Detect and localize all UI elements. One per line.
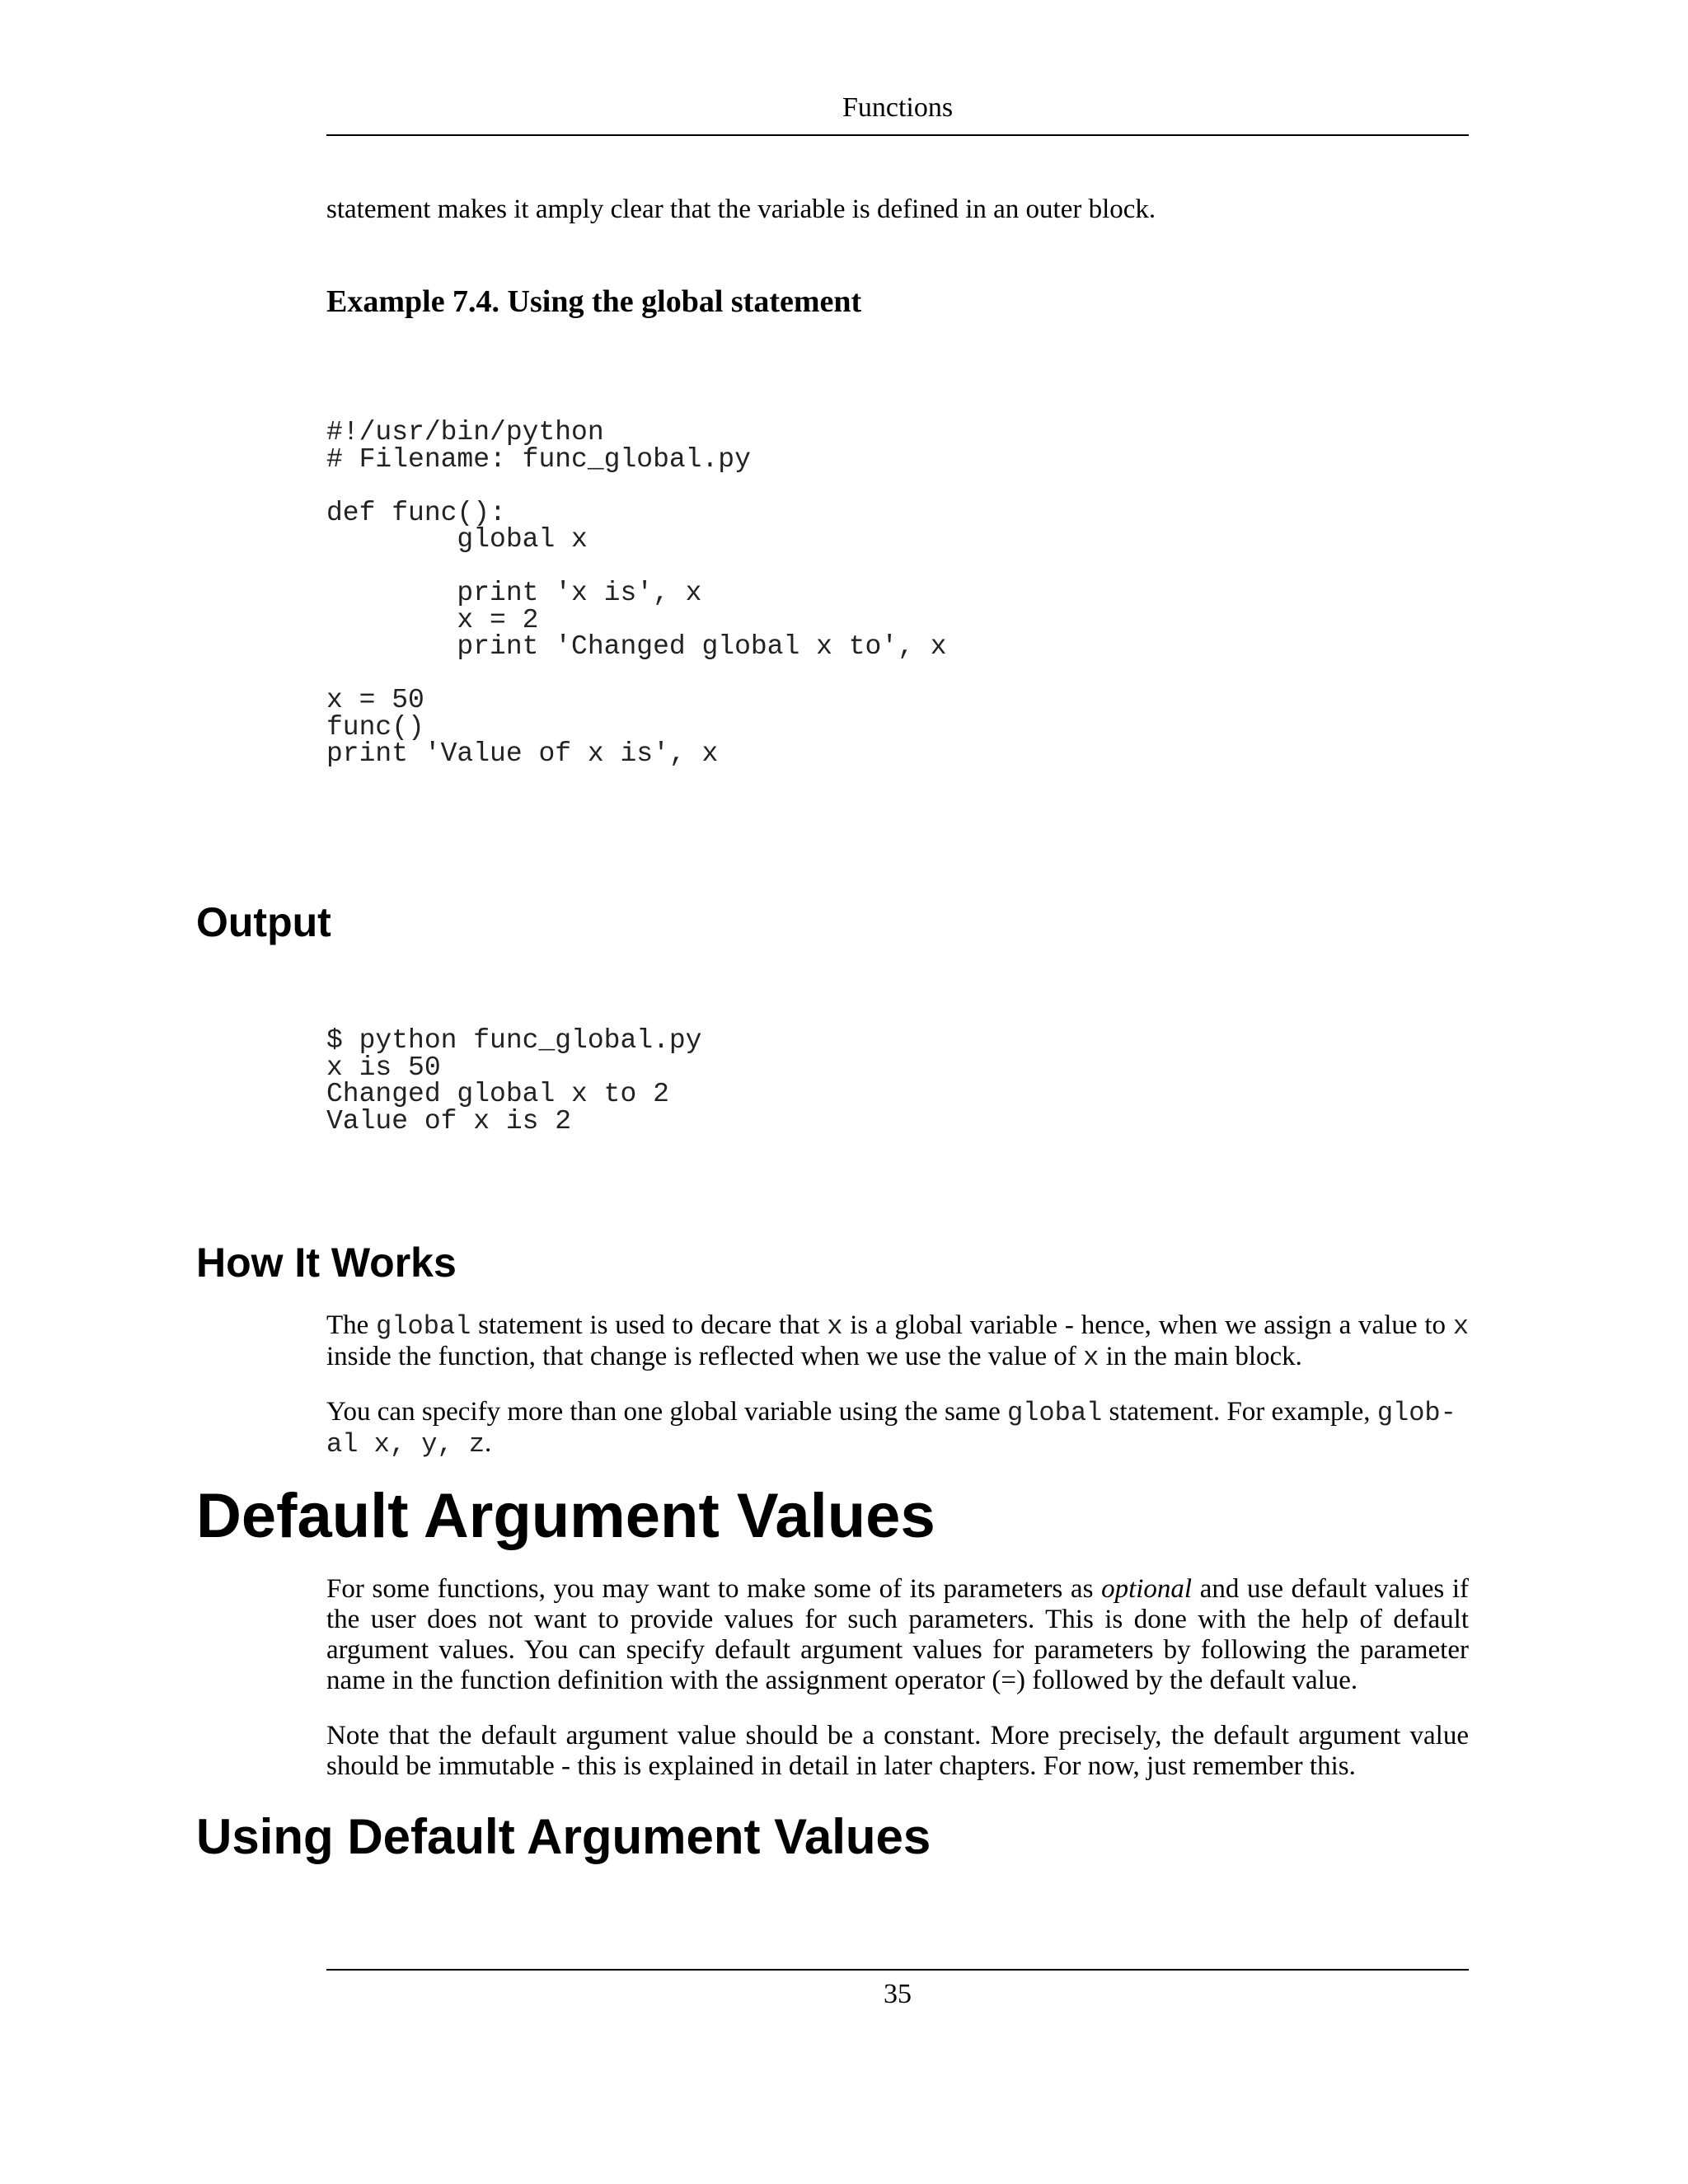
text-run: For some functions, you may want to make some of its parameters as: [326, 1574, 1102, 1604]
inline-code: global: [376, 1311, 471, 1342]
code-listing: #!/usr/bin/python # Filename: func_global.py def func(): global x print 'x is', x x = 2 print 'Changed global x to', x x = 50 func() print 'Value of x is', x: [326, 417, 947, 769]
example-title: Example 7.4. Using the global statement: [326, 284, 862, 319]
emphasis-text: optional: [1101, 1574, 1193, 1604]
section-heading-how-it-works: How It Works: [196, 1240, 457, 1286]
how-it-works-paragraph-2: [326, 1397, 1469, 1460]
inline-code: al x, y, z: [326, 1429, 485, 1460]
text-run: is a global variable - hence, when we assign a value to: [842, 1310, 1453, 1340]
inline-code: x: [1452, 1311, 1470, 1342]
default-args-paragraph-2: Note that the default argument value should be a constant. More precisely, the default argument value should be immutable - this is explained in detail in later chapters. For now, just remember this.: [326, 1721, 1469, 1781]
footer-rule: [326, 1969, 1469, 1971]
inline-code: x: [827, 1311, 843, 1342]
text-run: in the main block.: [1099, 1342, 1302, 1371]
inline-code: global: [1007, 1398, 1103, 1428]
how-it-works-paragraph-1: [326, 1310, 1469, 1373]
text-run: inside the function, that change is reflected when we use the value of: [326, 1342, 1084, 1371]
running-header: Functions: [842, 92, 954, 123]
text-run: statement is used to decare that: [471, 1310, 828, 1340]
header-rule: [326, 134, 1469, 136]
section-heading-default-argument-values: Default Argument Values: [196, 1481, 935, 1551]
text-run: You can specify more than one global variable using the same: [326, 1397, 1008, 1427]
intro-paragraph: statement makes it amply clear that the variable is defined in an outer block.: [326, 194, 1156, 224]
section-heading-using-default-argument-values: Using Default Argument Values: [196, 1809, 931, 1864]
page-number: 35: [884, 1979, 912, 2009]
inline-code: x: [1083, 1343, 1100, 1373]
program-output: $ python func_global.py x is 50 Changed global x to 2 Value of x is 2: [326, 1025, 702, 1137]
inline-code: glob-: [1376, 1398, 1456, 1428]
section-heading-output: Output: [196, 899, 331, 945]
text-run: .: [485, 1428, 492, 1458]
text-run: statement. For example,: [1102, 1397, 1377, 1427]
default-args-paragraph-1: [326, 1574, 1469, 1696]
text-run: The: [326, 1310, 377, 1340]
text-run: and use default values if the user does not want to provide values for such parameters. This is done with the help of default argument values. You can specify default argument values for parameters by following the parameter name in the function definition with the assignment operator (=) followed by the default value.: [326, 1574, 1469, 1695]
